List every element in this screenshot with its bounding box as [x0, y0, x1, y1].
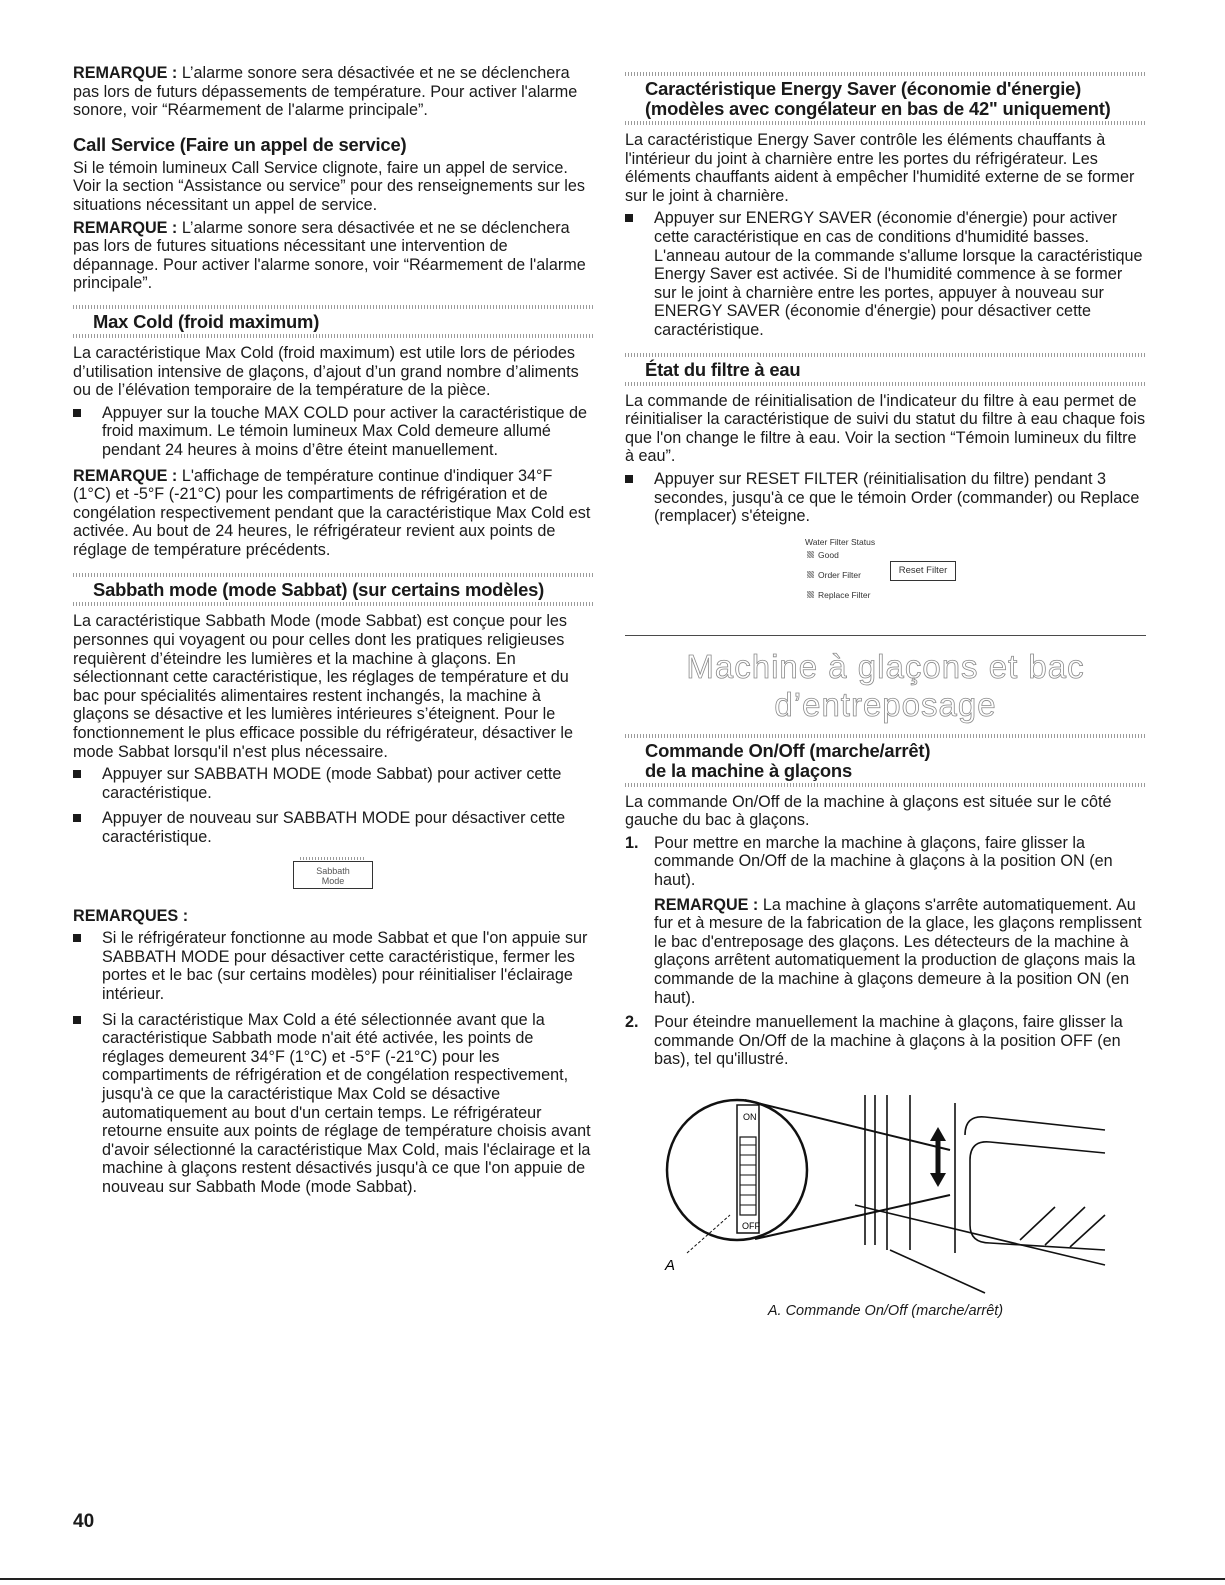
indicator-light-icon: [807, 571, 814, 578]
ice-bin-drawing: [855, 1095, 1105, 1293]
remarques-label: REMARQUES :: [73, 906, 189, 925]
right-column: [625, 64, 1146, 1321]
page-number: 40: [73, 1511, 95, 1532]
sabbath-mode-button-illustration: Sabbath Mode: [293, 861, 373, 889]
list-item: Si le réfrigérateur fonctionne au mode Sabbat et que l'on appuie sur SABBATH MODE pour désactiver cette caractéristique, fermer les portes et le bac (sur certains modèles) pour réinitialiser l'éclairage intérieur.: [73, 929, 593, 1003]
list-item: Appuyer sur ENERGY SAVER (économie d'énergie) pour activer cette caractéristique en cas de conditions d'humidité basses. L'anneau autour de la commande s'allume lorsque la caractéristique Energy Saver est activée. Si de l'humidité commence à se former sur le joint à charnière entre les portes, appuyer à nouveau sur ENERGY SAVER (économie d'énergie) pour désactiver cette caractéristique.: [625, 209, 1146, 339]
note-alarm: REMARQUE : L’alarme sonore sera désactivée et ne se déclenchera pas lors de futurs dépassements de température. Pour activer l'alarme sonore, voir “Réarmement de l'alarme principale”.: [73, 64, 578, 120]
status-replace-row: Replace Filter: [807, 586, 870, 605]
list-item: Appuyer sur SABBATH MODE (mode Sabbat) pour activer cette caractéristique.: [73, 765, 593, 802]
hatch-divider: [73, 602, 593, 606]
ice-body: La commande On/Off de la machine à glaçons est située sur le côté gauche du bac à glaçons.: [625, 792, 1112, 830]
hatch-divider: [625, 382, 1146, 386]
hatch-divider: [625, 783, 1146, 787]
sabbath-header: [73, 567, 593, 612]
callout-label-a: A: [665, 1257, 676, 1274]
hatch-divider: [625, 353, 1146, 357]
list-item: Si la caractéristique Max Cold a été sélectionnée avant que la caractéristique Sabbath mode n'ait été activée, les points de réglages demeurent 34°F (1°C) et -5°F (-21°C) pour les compartiments de réfrigération et de congélation respectivement, jusqu'à ce que la caractéristique Max Cold se désactive automatiquement au bout d'un certain temps. Le réfrigérateur retourne ensuite aux points de réglage de température choisis avant d'avoir sélectionné la caractéristique Max Cold, mais l'éclairage et la machine à glaçons restent désactivés jusqu'à ce que l'on appuie de nouveau sur Sabbath Mode (mode Sabbat).: [73, 1011, 593, 1197]
switch-slider: [740, 1137, 756, 1215]
section-divider: [625, 635, 1146, 636]
filter-header: [625, 347, 1146, 392]
off-label: OFF: [742, 1221, 760, 1231]
left-column: [73, 64, 593, 1204]
sabbath-bullets: [73, 765, 593, 846]
ice-header: [625, 734, 1146, 793]
hatch-divider: [73, 305, 593, 309]
hatch-divider: [625, 72, 1146, 76]
list-item: 2. Pour éteindre manuellement la machine à glaçons, faire glisser la commande On/Off de la machine à glaçons à la position OFF (en bas), tel qu'illustré.: [625, 1013, 1123, 1069]
energy-header: [625, 64, 1146, 131]
indicator-light-icon: [807, 591, 814, 598]
energy-heading-line2: (modèles avec congélateur en bas de 42" uniquement): [645, 98, 1111, 119]
on-label: ON: [743, 1112, 757, 1122]
call-service-body: Si le témoin lumineux Call Service clignote, faire un appel de service. Voir la section “Assistance ou service” pour des renseignements sur les situations nécessitant un appel de service.: [73, 158, 585, 214]
filter-body: La commande de réinitialisation de l'indicateur du filtre à eau permet de réinitialiser la caractéristique de suivi du statut du filtre à eau chaque fois que l'on change le filtre à eau. Voir la section “Témoin lumineux du filtre à eau”.: [625, 391, 1146, 466]
call-service-heading: Call Service (Faire un appel de service): [73, 133, 407, 155]
water-filter-status-title: Water Filter Status: [805, 536, 876, 547]
hatch-divider: [73, 573, 593, 577]
list-item: Appuyer de nouveau sur SABBATH MODE pour désactiver cette caractéristique.: [73, 809, 593, 846]
call-service-note: REMARQUE : L’alarme sonore sera désactivée et ne se déclenchera pas lors de futures situations nécessitant une intervention de dépannage. Pour activer l'alarme sonore, voir “Réarmement de l'alarme principale”.: [73, 218, 586, 293]
hatch-divider: [625, 121, 1146, 125]
max-cold-header: [73, 299, 593, 344]
max-cold-bullets: [73, 404, 593, 460]
ice-steps: [625, 834, 1146, 1069]
up-down-arrow-icon: [930, 1127, 946, 1187]
energy-heading-line1: Caractéristique Energy Saver (économie d'énergie): [645, 78, 1082, 99]
energy-body: La caractéristique Energy Saver contrôle les éléments chauffants à l'intérieur du joint à charnière entre les portes du réfrigérateur. Les éléments chauffants aident à empêcher l'humidité externe de se former sur le joint à charnière.: [625, 131, 1135, 205]
status-good-row: Good: [807, 546, 839, 565]
ice-heading-line1: Commande On/Off (marche/arrêt): [645, 739, 931, 761]
filter-heading: État du filtre à eau: [645, 358, 801, 380]
note-label: REMARQUE :: [73, 64, 178, 82]
ice-maker-switch-illustration: [625, 1075, 1146, 1300]
max-cold-body: La caractéristique Max Cold (froid maximum) est utile lors de périodes d’utilisation intensive de glaçons, d’ajout d’un grand nombre d’aliments ou de l’élévation temporaire de la température de la pièce.: [73, 343, 579, 400]
ice-section-title: Machine à glaçons et bac d’entreposage: [686, 647, 1085, 723]
list-item: Appuyer sur RESET FILTER (réinitialisation du filtre) pendant 3 secondes, jusqu'à ce que le témoin Order (commander) ou Replace (remplacer) s'éteigne.: [625, 470, 1146, 526]
filter-bullets: [625, 470, 1146, 526]
remarques-list: [73, 929, 593, 1196]
energy-bullets: [625, 209, 1146, 339]
hatch-divider: [625, 734, 1146, 738]
reset-filter-button-illustration: Reset Filter: [890, 561, 956, 581]
status-order-row: Order Filter: [807, 566, 861, 585]
list-item: Appuyer sur la touche MAX COLD pour activer la caractéristique de froid maximum. Le témoin lumineux Max Cold demeure allumé pendant 24 heures à moins d’être éteint manuellement.: [73, 404, 593, 460]
ice-heading-line2: de la machine à glaçons: [645, 759, 852, 781]
sabbath-heading: Sabbath mode (mode Sabbat) (sur certains modèles): [93, 579, 545, 601]
bottom-rule: [0, 1578, 1225, 1580]
figure-caption: A. Commande On/Off (marche/arrêt): [767, 1303, 1004, 1319]
sabbath-body: La caractéristique Sabbath Mode (mode Sabbat) est conçue pour les personnes qui voyagent ou pour celles dont les pratiques religieuses requièrent d’éteindre les lumières et la machine à glaçons. En sélectionnant cette caractéristique, les réglages de température et du bac pour spécialités alimentaires restent inchangés, la machine à glaçons se désactive et les lumières intérieures s’éteignent. Pour le fonctionnement le plus efficace possible du réfrigérateur, désactiver le mode Sabbat lorsqu'il n'est plus nécessaire.: [73, 612, 574, 761]
indicator-light-icon: [807, 551, 814, 558]
hatch-divider: [73, 334, 593, 338]
list-item: 1. Pour mettre en marche la machine à glaçons, faire glisser la commande On/Off de la machine à glaçons à la position ON (en haut). REMARQUE : La machine à glaçons s'arrête automatiquement. Au fur et à mesure de la fabrication de la glace, les glaçons remplissent le bac d'entreposage des glaçons. Les détecteurs de la machine à glaçons arrêtent automatiquement la production de glaçons mais la commande de la machine à glaçons demeure à la position ON (en haut).: [625, 833, 1142, 1007]
max-cold-note: REMARQUE : L'affichage de température continue d'indiquer 34°F (1°C) et -5°F (-21°C) pour les compartiments de réfrigération et de congélation respectivement pendant que la caractéristique Max Cold est activée. Au bout de 24 heures, le réfrigérateur revient aux points de réglage de température précédents.: [73, 466, 591, 559]
water-filter-panel-illustration: [625, 533, 1146, 625]
max-cold-heading: Max Cold (froid maximum): [93, 310, 320, 332]
